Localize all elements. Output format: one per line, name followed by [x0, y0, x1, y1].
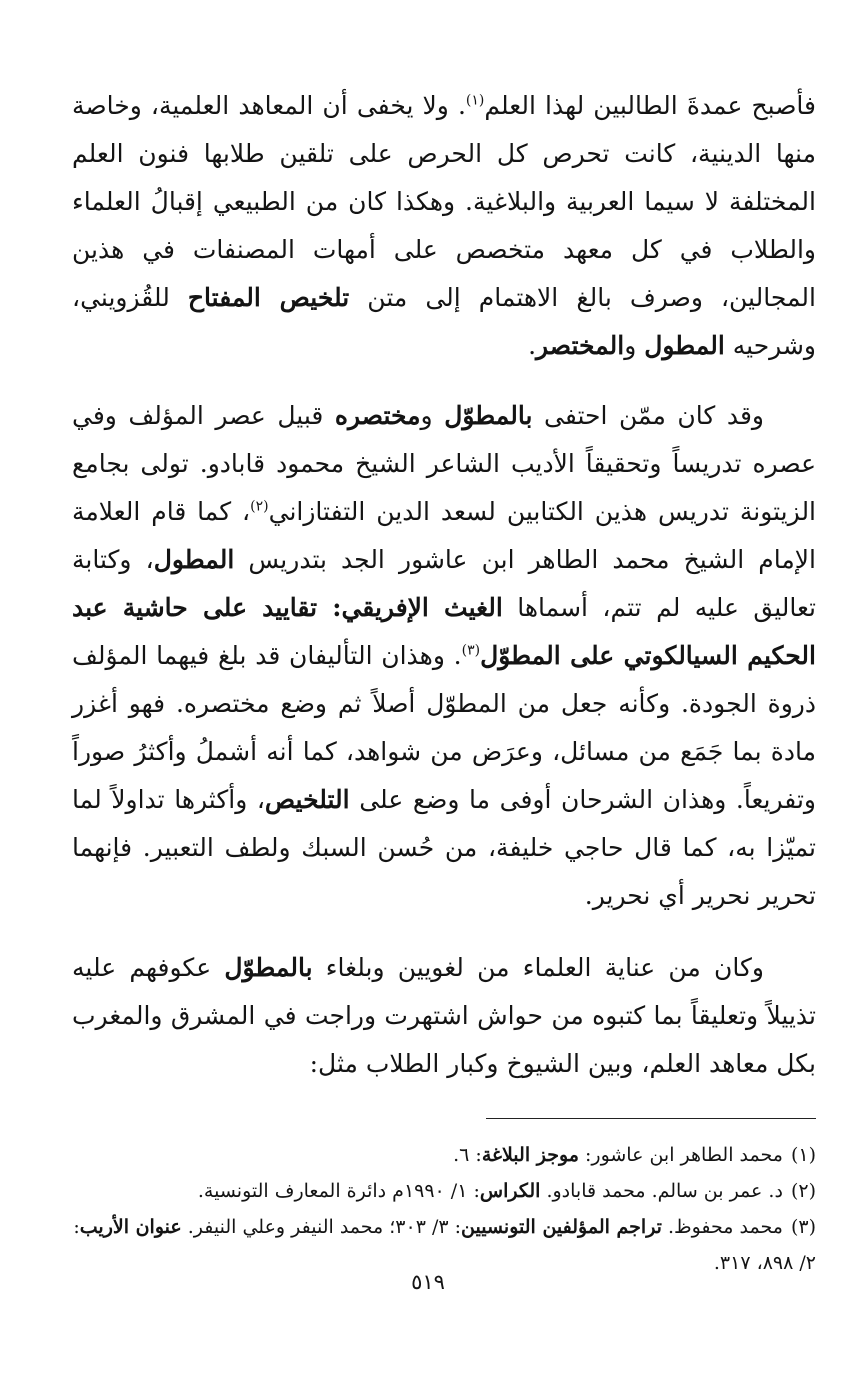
text-segment: : ٣/ ٣٠٣؛ محمد النيفر وعلي النيفر. [181, 1216, 462, 1238]
page-number: ٥١٩ [411, 1270, 445, 1294]
paragraph [72, 944, 816, 1088]
body-text [72, 82, 816, 1088]
text-segment: وكان من عناية العلماء من لغويين وبلغاء [312, 953, 764, 982]
text-segment: : ١/ ١٩٩٠م دائرة المعارف التونسية. [197, 1180, 480, 1202]
text-segment: . ولا يخفى أن المعاهد العلمية، وخاصة منها الدينية، كانت تحرص كل الحرص على تلقين طلابها فنون العلم المختلفة لا سيما العربية والبلاغية. وهكذا كان من الطبيعي إقبالُ العلماء والطلاب في كل معهد متخصص على أمهات المصنفات في هذين المجالين، وصرف بالغ الاهتمام إلى متن [72, 91, 816, 312]
bold-text-segment: المطول [153, 545, 235, 574]
bold-text-segment: تراجم المؤلفين التونسيين [461, 1216, 662, 1238]
text-segment: و [624, 331, 645, 360]
footnote-number: (٢) [790, 1180, 816, 1202]
text-segment: محمد الطاهر ابن عاشور: [578, 1144, 783, 1166]
bold-text-segment: موجز البلاغة [481, 1144, 579, 1166]
footnotes [72, 1137, 816, 1281]
text-segment: قبيل عصر المؤلف وفي عصره تدريساً وتحقيقاً الأديب الشاعر الشيخ محمود قابادو. تولى بجامع الزيتونة تدريس هذين الكتابين لسعد الدين التفتازاني [72, 401, 817, 526]
footnote-number: (٣) [790, 1216, 816, 1238]
text-segment: : ٢/ ٨٩٨، ٣١٧. [73, 1216, 816, 1274]
text-segment: ، وأكثرها تداولاً لما تميّزا به، كما قال حاجي خليفة، من حُسن السبك ولطف التعبير. فإنهما تحرير نحرير أي نحرير. [72, 785, 816, 910]
bold-text-segment: التلخيص [264, 785, 350, 814]
footnote-marker: (٣) [461, 642, 481, 659]
bold-text-segment: المختصر [536, 331, 625, 360]
text-segment: . [528, 331, 537, 360]
bold-text-segment: بالمطوّل [224, 953, 313, 982]
text-segment: د. عمر بن سالم. محمد قابادو. [540, 1180, 783, 1202]
footnote-marker: (٢) [250, 498, 269, 515]
footnote [72, 1173, 816, 1209]
text-segment: و [420, 401, 445, 430]
text-segment: . وهذان التأليفان قد بلغ فيهما المؤلف ذروة الجودة. وكأنه جعل من المطوّل أصلاً ثم وضع مختصره. فهو أغزر مادة بما جَمَع من مسائل، وعرَض من شواهد، كما أنه أشملُ وأكثرُ صوراً وتفريعاً. وهذان الشرحان أوفى ما وضع على [72, 641, 816, 814]
text-segment: وقد كان ممّن احتفى [532, 401, 764, 430]
footnote-marker: (١) [465, 92, 485, 109]
text-segment: فأصبح عمدةَ الطالبين لهذا العلم [484, 91, 816, 120]
bold-text-segment: تلخيص المفتاح [187, 283, 350, 312]
footnote [72, 1137, 816, 1173]
text-segment: محمد محفوظ. [661, 1216, 783, 1238]
book-page [72, 82, 816, 1380]
bold-text-segment: الغيث الإفريقي: تقاييد على حاشية عبد الحكيم السيالكوتي على المطوّل [72, 593, 816, 670]
bold-text-segment: بالمطوّل [444, 401, 533, 430]
bold-text-segment: مختصره [334, 401, 421, 430]
footnote-separator [486, 1118, 816, 1119]
paragraph [72, 82, 816, 370]
text-segment: ، كما قام العلامة الإمام الشيخ محمد الطاهر ابن عاشور الجد بتدريس [72, 497, 816, 574]
bold-text-segment: المطول [644, 331, 725, 360]
bold-text-segment: عنوان الأريب [79, 1216, 182, 1238]
text-segment: ، وكتابة تعاليق عليه لم تتم، أسماها [72, 545, 816, 622]
text-segment: للقُزويني، وشرحيه [72, 283, 816, 360]
bold-text-segment: الكراس [479, 1180, 541, 1202]
paragraph [72, 392, 816, 920]
text-segment: : ٦. [453, 1144, 482, 1166]
footnote-number: (١) [790, 1144, 816, 1166]
text-segment: عكوفهم عليه تذييلاً وتعليقاً بما كتبوه من حواش اشتهرت وراجت في المشرق والمغرب بكل معاهد العلم، وبين الشيوخ وكبار الطلاب مثل: [72, 953, 816, 1078]
